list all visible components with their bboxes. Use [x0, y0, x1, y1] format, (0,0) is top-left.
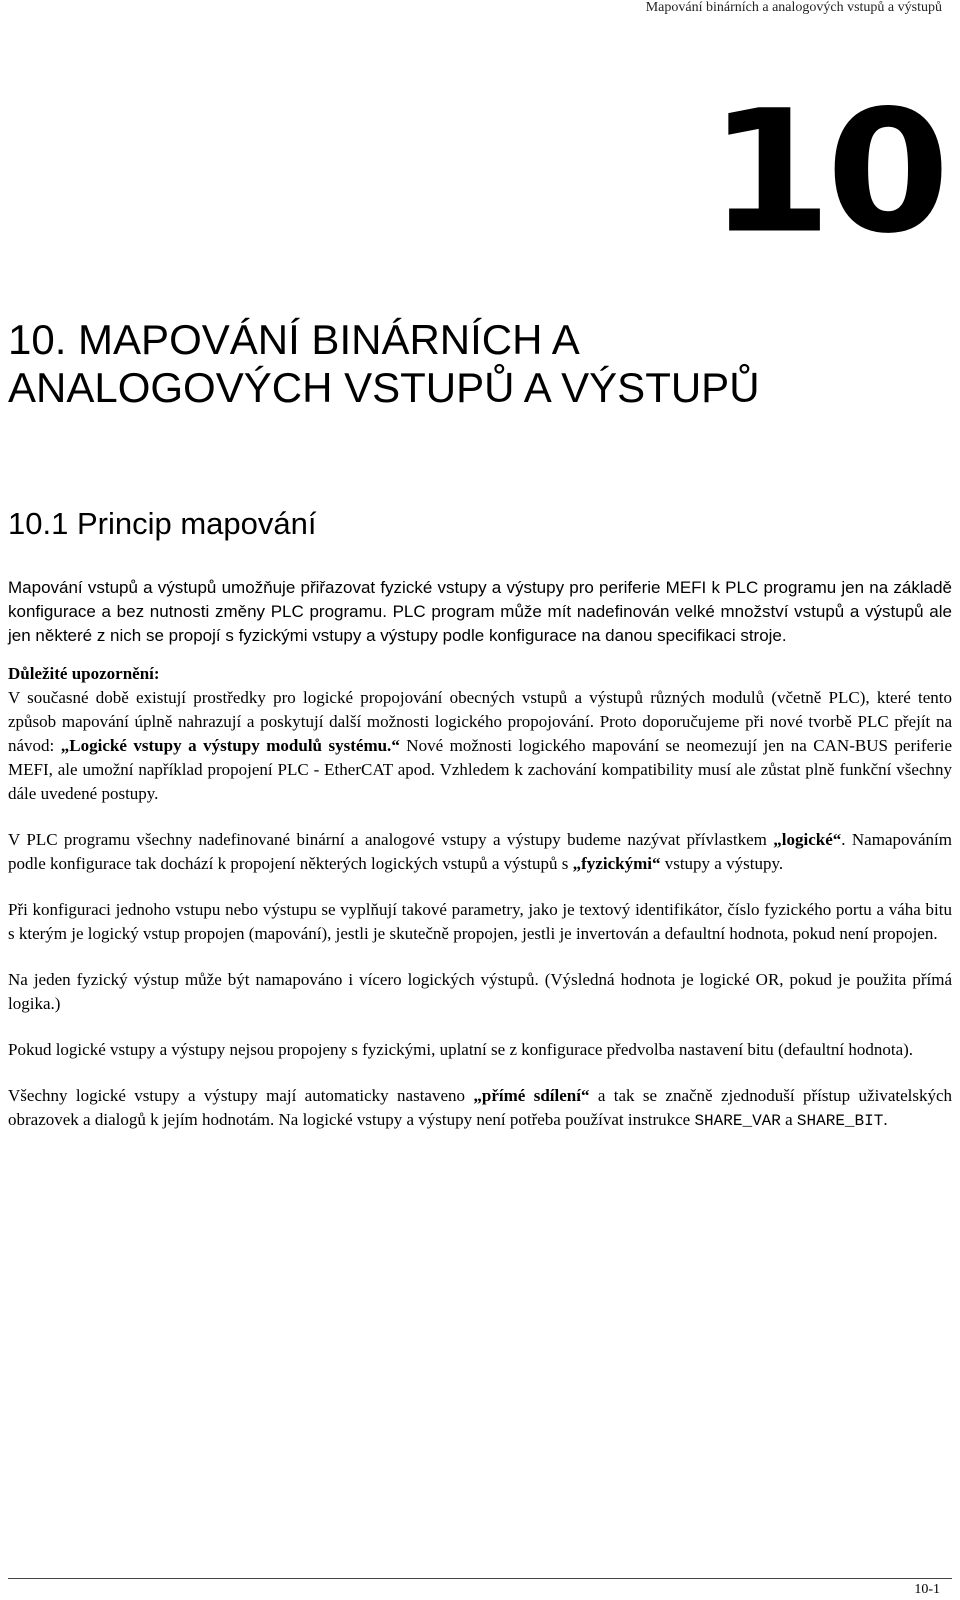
page-number: 10-1	[914, 1582, 940, 1597]
logical-text-3: vstupy a výstupy.	[660, 854, 784, 873]
intro-text: Mapování vstupů a výstupů umožňuje přiřazovat fyzické vstupy a výstupy pro periferie MEFI k PLC programu jen na základě konfigurace a bez nutnosti změny PLC programu. PLC program může mít nadefinován velké množství vstupů a výstupů ale jen některé z nich se propojí s fyzickými vstupy a výstupy podle konfigurace na danou specifikaci stroje.	[8, 578, 952, 645]
sharing-text-4: .	[883, 1110, 888, 1129]
logical-quote-close-1: “	[832, 830, 842, 849]
sharing-text-1: Všechny logické vstupy a výstupy mají automaticky nastaveno	[8, 1086, 474, 1105]
footer-divider	[8, 1578, 952, 1579]
logical-quote-close-2: “	[651, 854, 661, 873]
intro-paragraph	[8, 576, 952, 648]
notice-heading-text: Důležité upozornění:	[8, 664, 160, 683]
logical-quote-open-2: „	[572, 854, 582, 873]
term-logicke: logické	[781, 830, 833, 849]
logical-text-2: . Namapováním podle konfigurace tak dochází k propojení některých logických vstupů a výstupů s	[8, 830, 952, 873]
sharing-quote-open: „	[473, 1086, 482, 1105]
notice-text-2: Nové možnosti logického mapování se neomezují jen na CAN-BUS periferie MEFI, ale umožní například propojení PLC - EtherCAT apod. Vzhledem k zachování kompatibility musí ale zůstat plně funkční všechny dále uvedené postupy.	[8, 736, 953, 803]
chapter-title-line-2: ANALOGOVÝCH VSTUPŮ A VÝSTUPŮ	[8, 364, 760, 411]
logical-paragraph	[8, 828, 952, 876]
or-paragraph: Na jeden fyzický výstup může být namapováno i vícero logických výstupů. (Výsledná hodnota je logické OR, pokud je použita přímá logika.)	[8, 970, 952, 1013]
sharing-paragraph	[8, 1084, 952, 1133]
running-header: Mapování binárních a analogových vstupů a výstupů	[645, 0, 942, 15]
notice-paragraph	[8, 686, 952, 806]
section-title: 10.1 Princip mapování	[8, 506, 317, 541]
sharing-text-2: a tak se značně zjednoduší přístup uživatelských obrazovek a dialogů k jejím hodnotám. Na logické vstupy a výstupy není potřeba používat instrukce	[8, 1086, 953, 1129]
notice-link-quote-open: „	[60, 736, 70, 755]
default-paragraph: Pokud logické vstupy a výstupy nejsou propojeny s fyzickými, uplatní se z konfigurace předvolba nastavení bitu (defaultní hodnota).	[8, 1040, 914, 1059]
chapter-title-line-1: 10. MAPOVÁNÍ BINÁRNÍCH A	[8, 316, 580, 363]
code-share-bit: SHARE_BIT	[796, 1112, 884, 1130]
notice-link[interactable]: Logické vstupy a výstupy modulů systému.	[69, 736, 392, 755]
notice-text-1: V současné době existují prostředky pro logické propojování obecných vstupů a výstupů různých modulů (včetně PLC), které tento způsob mapování úplně nahrazují a poskytují další možnosti logického propojování. Proto doporučujeme při nové tvorbě PLC přejít na návod:	[8, 688, 952, 755]
notice-heading	[8, 662, 952, 686]
chapter-number: 10	[708, 73, 944, 271]
chapter-title	[8, 316, 760, 412]
document-body	[8, 576, 952, 1133]
config-paragraph: Při konfiguraci jednoho vstupu nebo výstupu se vyplňují takové parametry, jako je textový identifikátor, číslo fyzického portu a váha bitu s kterým je logický vstup propojen (mapování), jestli je skutečně propojen, jestli je invertován a defaultní hodnota, pokud není propojen.	[8, 900, 952, 943]
notice-link-quote-close: “	[391, 736, 400, 755]
logical-text-1: V PLC programu všechny nadefinované binární a analogové vstupy a výstupy budeme nazývat přívlastkem	[8, 830, 774, 849]
sharing-quote-close: “	[580, 1086, 590, 1105]
term-prime-sdileni: přímé sdílení	[481, 1086, 581, 1105]
logical-quote-open-1: „	[773, 830, 782, 849]
code-share-var: SHARE_VAR	[694, 1112, 781, 1130]
term-fyzickymi: fyzickými	[581, 854, 652, 873]
sharing-text-3: a	[780, 1110, 797, 1129]
